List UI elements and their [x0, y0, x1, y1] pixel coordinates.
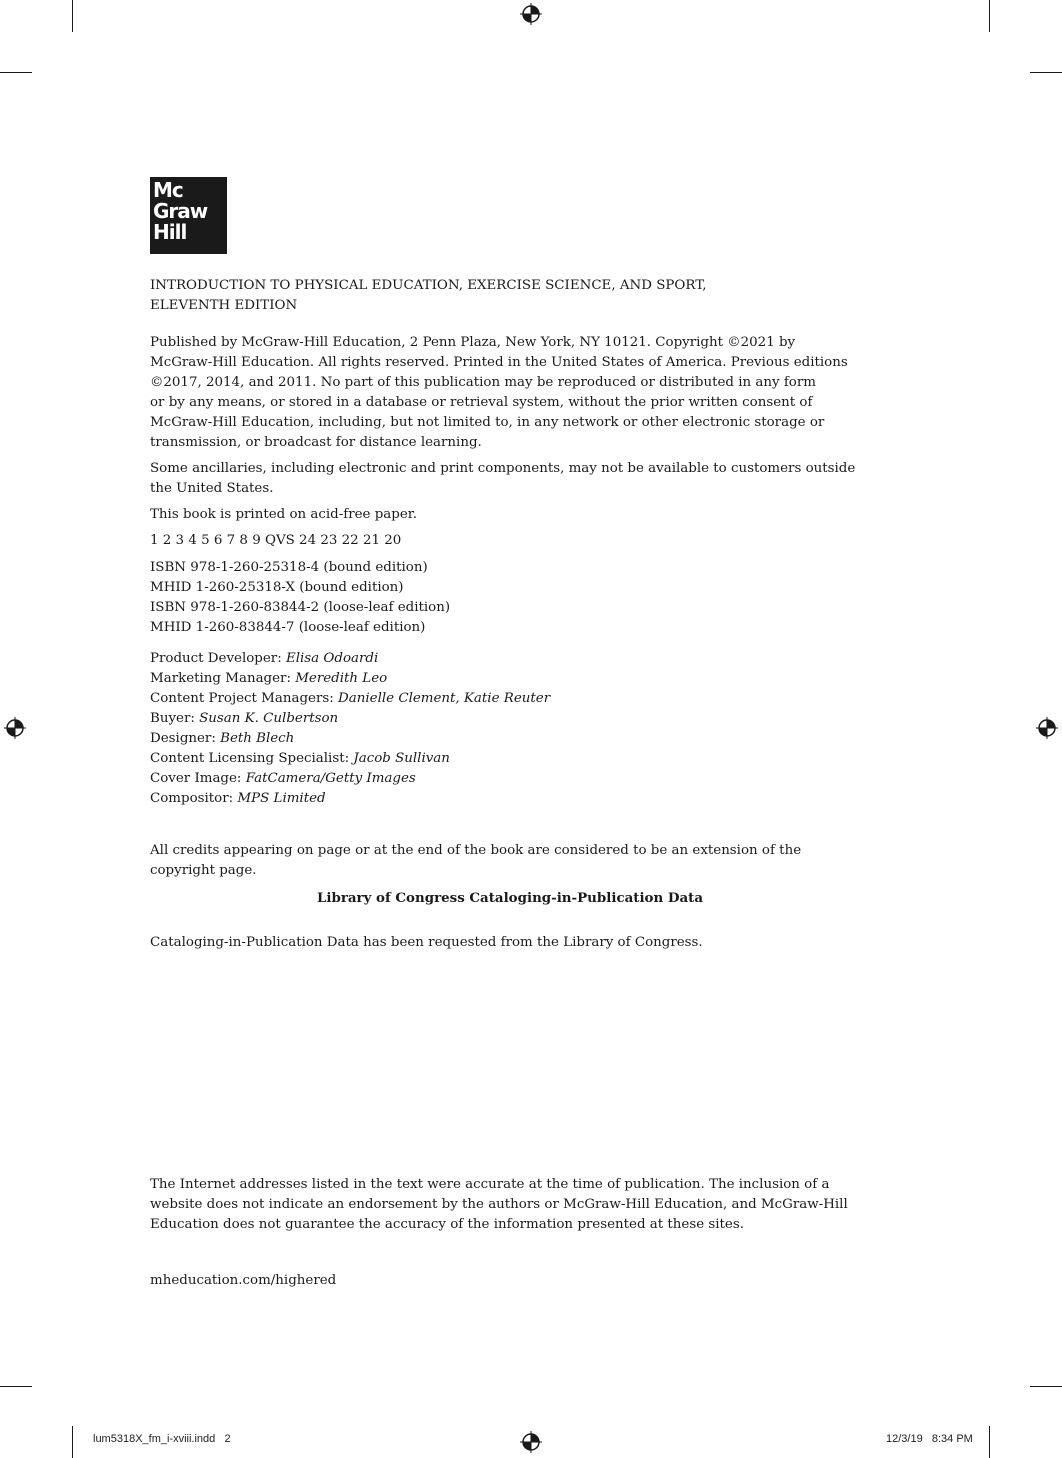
isbn-line: ISBN 978-1-260-25318-4 (bound edition) — [150, 560, 428, 575]
credits-note — [150, 841, 870, 881]
registration-mark-icon — [4, 717, 26, 739]
text-line: The Internet addresses listed in the text were accurate at the time of publication. The inclusion of a — [150, 1177, 830, 1192]
url-text: mheducation.com/highered — [150, 1273, 337, 1288]
isbn-line: MHID 1-260-83844-7 (loose-leaf edition) — [150, 620, 426, 635]
slug-file-name: lum5318X_fm_i-xviii.indd 2 — [93, 1433, 231, 1445]
publisher-paragraph — [150, 333, 870, 453]
logo-line: Mc — [153, 178, 183, 202]
isbn-line: MHID 1-260-25318-X (bound edition) — [150, 580, 404, 595]
crop-mark-bottom-right-vertical — [989, 1426, 990, 1458]
text-line: McGraw-Hill Education, including, but not limited to, in any network or other electronic storage or — [150, 415, 825, 430]
crop-mark-bottom-left-vertical — [72, 1426, 73, 1458]
registration-mark-icon — [1036, 717, 1058, 739]
crop-mark-bottom-left-horizontal — [0, 1386, 32, 1387]
text-line: website does not indicate an endorsement by the authors or McGraw-Hill Education, and McGraw-Hill — [150, 1197, 848, 1212]
ancillaries-paragraph — [150, 459, 870, 499]
credits-list — [150, 649, 870, 809]
cip-note — [150, 933, 870, 953]
title-line: ELEVENTH EDITION — [150, 298, 298, 313]
credit-line: Product Developer: Elisa Odoardi — [150, 651, 379, 666]
text-line: 1 2 3 4 5 6 7 8 9 QVS 24 23 22 21 20 — [150, 533, 402, 548]
credit-line: Marketing Manager: Meredith Leo — [150, 671, 388, 686]
isbn-list — [150, 558, 870, 638]
print-line — [150, 531, 870, 551]
website-url — [150, 1271, 870, 1291]
book-title — [150, 276, 870, 316]
text-line: copyright page. — [150, 863, 257, 878]
text-line: Published by McGraw-Hill Education, 2 Penn Plaza, New York, NY 10121. Copyright ©2021 by — [150, 335, 796, 350]
registration-mark-icon — [520, 3, 542, 25]
acid-free-note — [150, 505, 870, 525]
logo-line: Graw — [153, 199, 208, 223]
crop-mark-top-left-horizontal — [0, 72, 32, 73]
text-line: McGraw-Hill Education. All rights reserved. Printed in the United States of America. Previous editions — [150, 355, 848, 370]
credit-line: Designer: Beth Blech — [150, 731, 295, 746]
text-line: All credits appearing on page or at the end of the book are considered to be an extension of the — [150, 843, 802, 858]
isbn-line: ISBN 978-1-260-83844-2 (loose-leaf edition) — [150, 600, 451, 615]
credit-line: Content Project Managers: Danielle Clement, Katie Reuter — [150, 691, 551, 706]
library-of-congress-heading: Library of Congress Cataloging-in-Publication Data — [316, 890, 704, 906]
text-line: This book is printed on acid-free paper. — [150, 507, 417, 522]
text-line: Education does not guarantee the accuracy of the information presented at these sites. — [150, 1217, 744, 1232]
internet-note — [150, 1175, 870, 1235]
crop-mark-top-left-vertical — [72, 0, 73, 32]
crop-mark-bottom-right-horizontal — [1030, 1386, 1062, 1387]
text-line: Some ancillaries, including electronic and print components, may not be available to customers outside — [150, 461, 856, 476]
slug-timestamp: 12/3/19 8:34 PM — [886, 1433, 973, 1445]
text-line: or by any means, or stored in a database or retrieval system, without the prior written consent of — [150, 395, 813, 410]
crop-mark-top-right-vertical — [989, 0, 990, 32]
mcgraw-hill-logo — [150, 177, 227, 254]
credit-line: Cover Image: FatCamera/Getty Images — [150, 771, 416, 786]
text-line: the United States. — [150, 481, 274, 496]
title-line: INTRODUCTION TO PHYSICAL EDUCATION, EXERCISE SCIENCE, AND SPORT, — [150, 278, 707, 293]
text-line: transmission, or broadcast for distance learning. — [150, 435, 482, 450]
logo-line: Hill — [153, 220, 187, 244]
credit-line: Compositor: MPS Limited — [150, 791, 326, 806]
text-line: ©2017, 2014, and 2011. No part of this publication may be reproduced or distributed in any form — [150, 375, 816, 390]
credit-line: Content Licensing Specialist: Jacob Sullivan — [150, 751, 450, 766]
text-line: Cataloging-in-Publication Data has been requested from the Library of Congress. — [150, 935, 703, 950]
credit-line: Buyer: Susan K. Culbertson — [150, 711, 339, 726]
crop-mark-top-right-horizontal — [1030, 72, 1062, 73]
registration-mark-icon — [520, 1431, 542, 1453]
